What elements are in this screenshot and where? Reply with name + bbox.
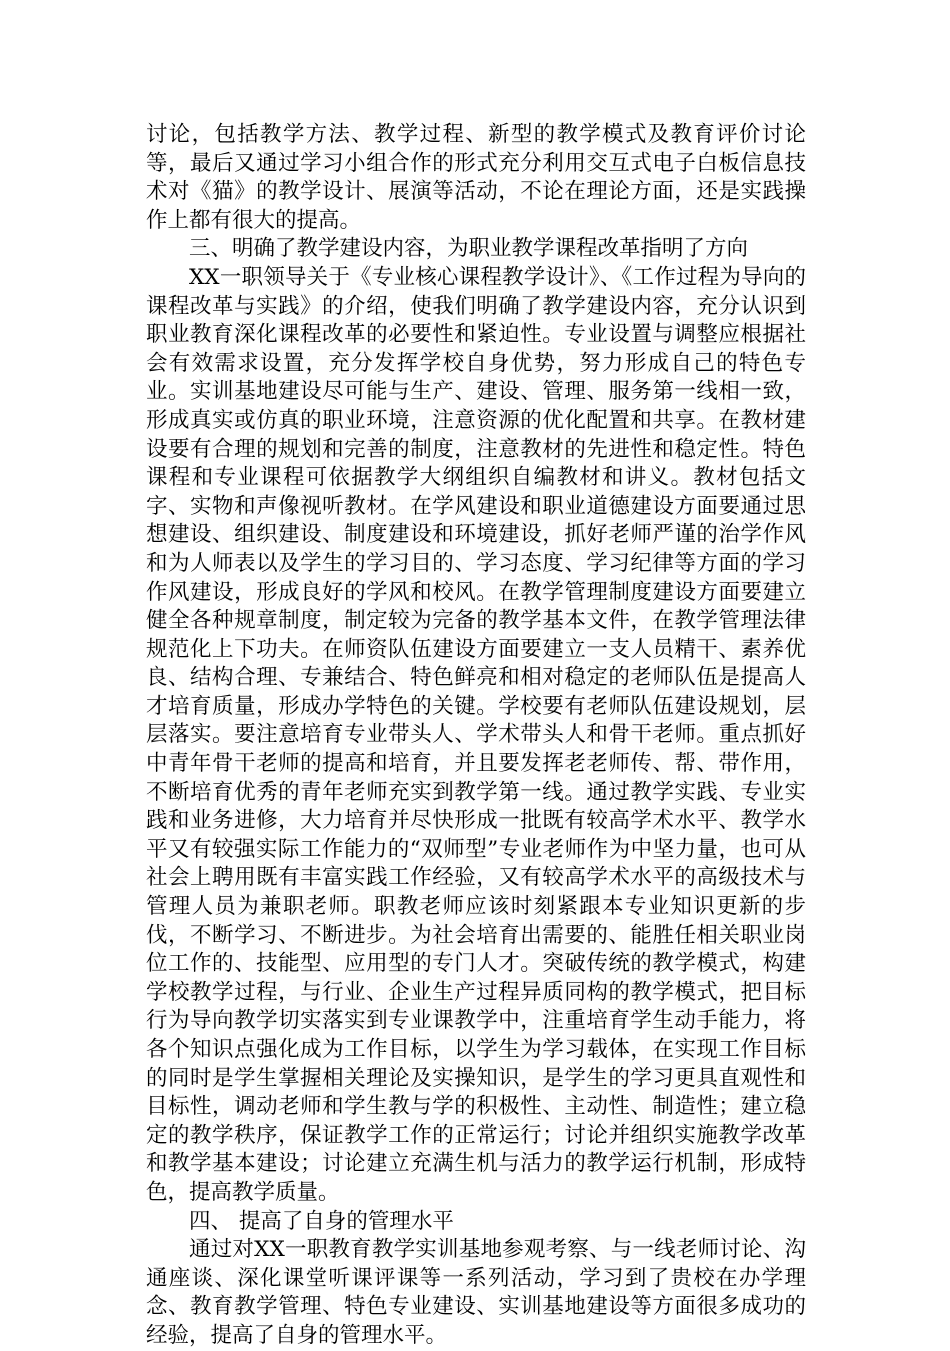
section-heading-three: 三、明确了教学建设内容，为职业教学课程改革指明了方向 — [189, 236, 749, 262]
paragraph-management-level: 通过对XX一职教育教学实训基地参观考察、与一线老师讨论、沟通座谈、深化课堂听课评课等一系列活动，学习到了贵校在办学理念、教育教学管理、特色专业建设、实训基地建设等方面很多成功的经验，提高了自身的管理水平。 — [146, 1237, 806, 1348]
section-heading-four: 四、 提高了自身的管理水平 — [189, 1208, 454, 1234]
paragraph-teaching-construction: XX一职领导关于《专业核心课程教学设计》、《工作过程为导向的课程改革与实践》的介绍，使我们明确了教学建设内容，充分认识到职业教育深化课程改革的必要性和紧迫性。专业设置与调整应根据社会有效需求设置，充分发挥学校自身优势，努力形成自己的特色专业。实训基地建设尽可能与生产、建设、管理、服务第一线相一致，形成真实或仿真的职业环境，注意资源的优化配置和共享。在教材建设要有合理的规划和完善的制度，注意教材的先进性和稳定性。特色课程和专业课程可依据教学大纲组织自编教材和讲义。教材包括文字、实物和声像视听教材。在学风建设和职业道德建设方面要通过思想建设、组织建设、制度建设和环境建设，抓好老师严谨的治学作风和为人师表以及学生的学习目的、学习态度、学习纪律等方面的学习作风建设，形成良好的学风和校风。在教学管理制度建设方面要建立健全各种规章制度，制定较为完备的教学基本文件，在教学管理法律规范化上下功夫。在师资队伍建设方面要建立一支人员精干、素养优良、结构合理、专兼结合、特色鲜亮和相对稳定的老师队伍是提高人才培育质量，形成办学特色的关键。学校要有老师队伍建设规划，层层落实。要注意培育专业带头人、学术带头人和骨干老师。重点抓好中青年骨干老师的提高和培育，并且要发挥老老师传、帮、带作用，不断培育优秀的青年老师充实到教学第一线。通过教学实践、专业实践和业务进修，大力培育并尽快形成一批既有较高学术水平、教学水平又有较强实际工作能力的“双师型”专业老师作为中坚力量，也可从社会上聘用既有丰富实践工作经验，又有较高学术水平的高级技术与管理人员为兼职老师。职教老师应该时刻紧跟本专业知识更新的步伐，不断学习、不断进步。为社会培育出需要的、能胜任相关职业岗位工作的、技能型、应用型的专门人才。突破传统的教学模式，构建学校教学过程，与行业、企业生产过程异质同构的教学模式，把目标行为导向教学切实落实到专业课教学中，注重培育学生动手能力，将各个知识点强化成为工作目标，以学生为学习载体，在实现工作目标的同时是学生掌握相关理论及实操知识，是学生的学习更具直观性和目标性，调动老师和学生教与学的积极性、主动性、制造性；建立稳定的教学秩序，保证教学工作的正常运行；讨论并组织实施教学改革和教学基本建设；讨论建立充满生机与活力的教学运行机制，形成特色，提高教学质量。 — [146, 264, 806, 1205]
paragraph-discussion-summary: 讨论，包括教学方法、教学过程、新型的教学模式及教育评价讨论等，最后又通过学习小组合作的形式充分利用交互式电子白板信息技术对《猫》的教学设计、展演等活动，不论在理论方面，还是实践操作上都有很大的提高。 — [146, 122, 806, 233]
document-body — [146, 121, 806, 1351]
